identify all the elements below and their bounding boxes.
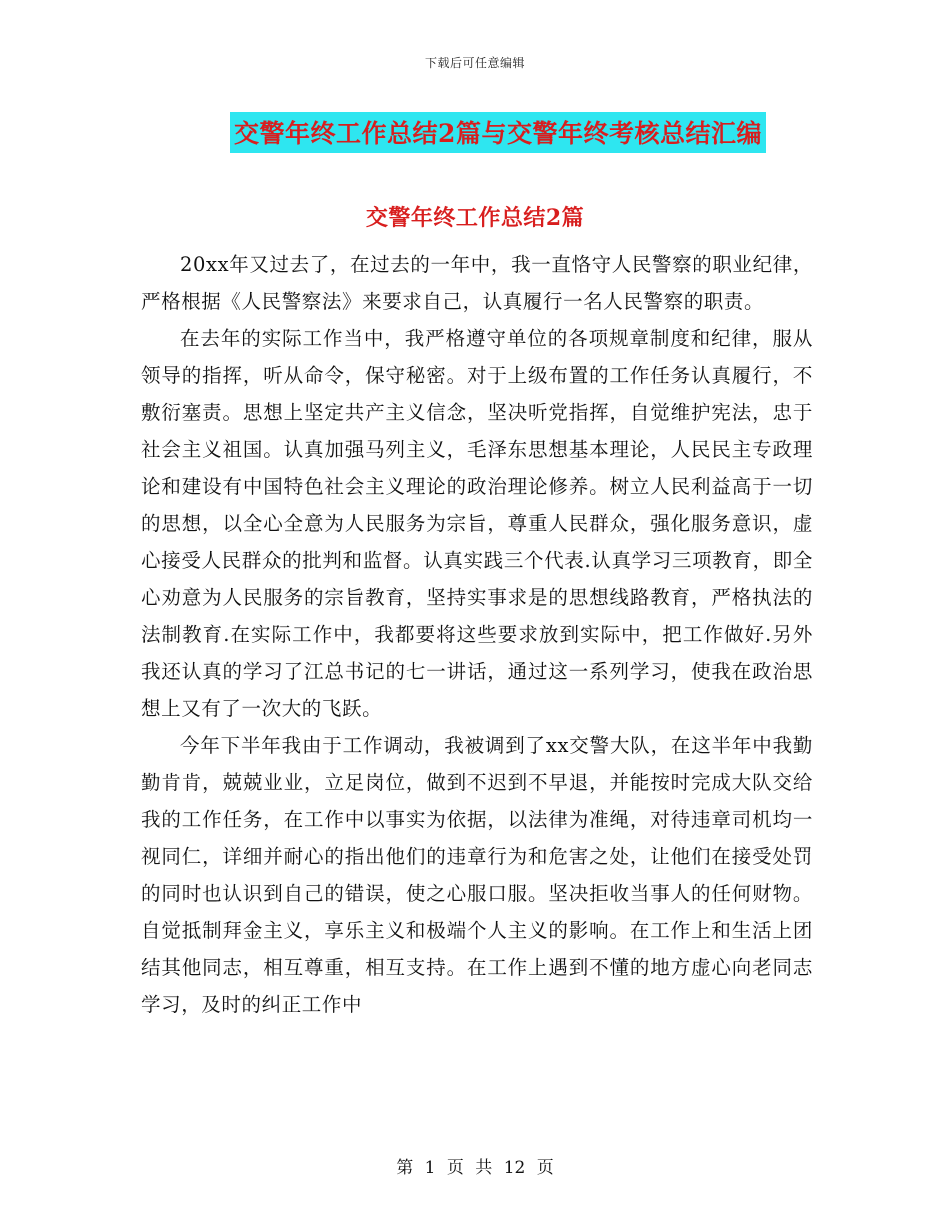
document-title: 交警年终工作总结2篇与交警年终考核总结汇编 xyxy=(230,112,766,153)
document-title-wrapper xyxy=(0,112,950,153)
paragraph-2: 在去年的实际工作当中，我严格遵守单位的各项规章制度和纪律，服从领导的指挥，听从命令，保守秘密。对于上级布置的工作任务认真履行，不敷衍塞责。思想上坚定共产主义信念，坚决听党指挥，自觉维护宪法，忠于社会主义祖国。认真加强马列主义，毛泽东思想基本理论，人民民主专政理论和建设有中国特色社会主义理论的政治理论修养。树立人民利益高于一切的思想，以全心全意为人民服务为宗旨，尊重人民群众，强化服务意识，虚心接受人民群众的批判和监督。认真实践三个代表.认真学习三项教育，即全心劝意为人民服务的宗旨教育，坚持实事求是的思想线路教育，严格执法的法制教育.在实际工作中，我都要将这些要求放到实际中，把工作做好.另外我还认真的学习了江总书记的七一讲话，通过这一系列学习，使我在政治思想上又有了一次大的飞跃。 xyxy=(141,327,813,720)
paragraph-3: 今年下半年我由于工作调动，我被调到了xx交警大队，在这半年中我勤勤肯肯，兢兢业业，立足岗位，做到不迟到不早退，并能按时完成大队交给我的工作任务，在工作中以事实为依据，以法律为准绳，对待违章司机均一视同仁，详细并耐心的指出他们的违章行为和危害之处，让他们在接受处罚的同时也认识到自己的错误，使之心服口服。坚决拒收当事人的任何财物。自觉抵制拜金主义，享乐主义和极端个人主义的影响。在工作上和生活上团结其他同志，相互尊重，相互支持。在工作上遇到不懂的地方虚心向老同志学习，及时的纠正工作中 xyxy=(141,734,813,1016)
paragraph-1: 20xx年又过去了，在过去的一年中，我一直恪守人民警察的职业纪律，严格根据《人民警察法》来要求自己，认真履行一名人民警察的职责。 xyxy=(141,253,813,313)
document-body xyxy=(141,246,813,1023)
header-note: 下载后可任意编辑 xyxy=(424,56,525,70)
section-title: 交警年终工作总结2篇 xyxy=(365,205,585,231)
page-footer: 第 1 页 共 12 页 xyxy=(396,1158,554,1178)
